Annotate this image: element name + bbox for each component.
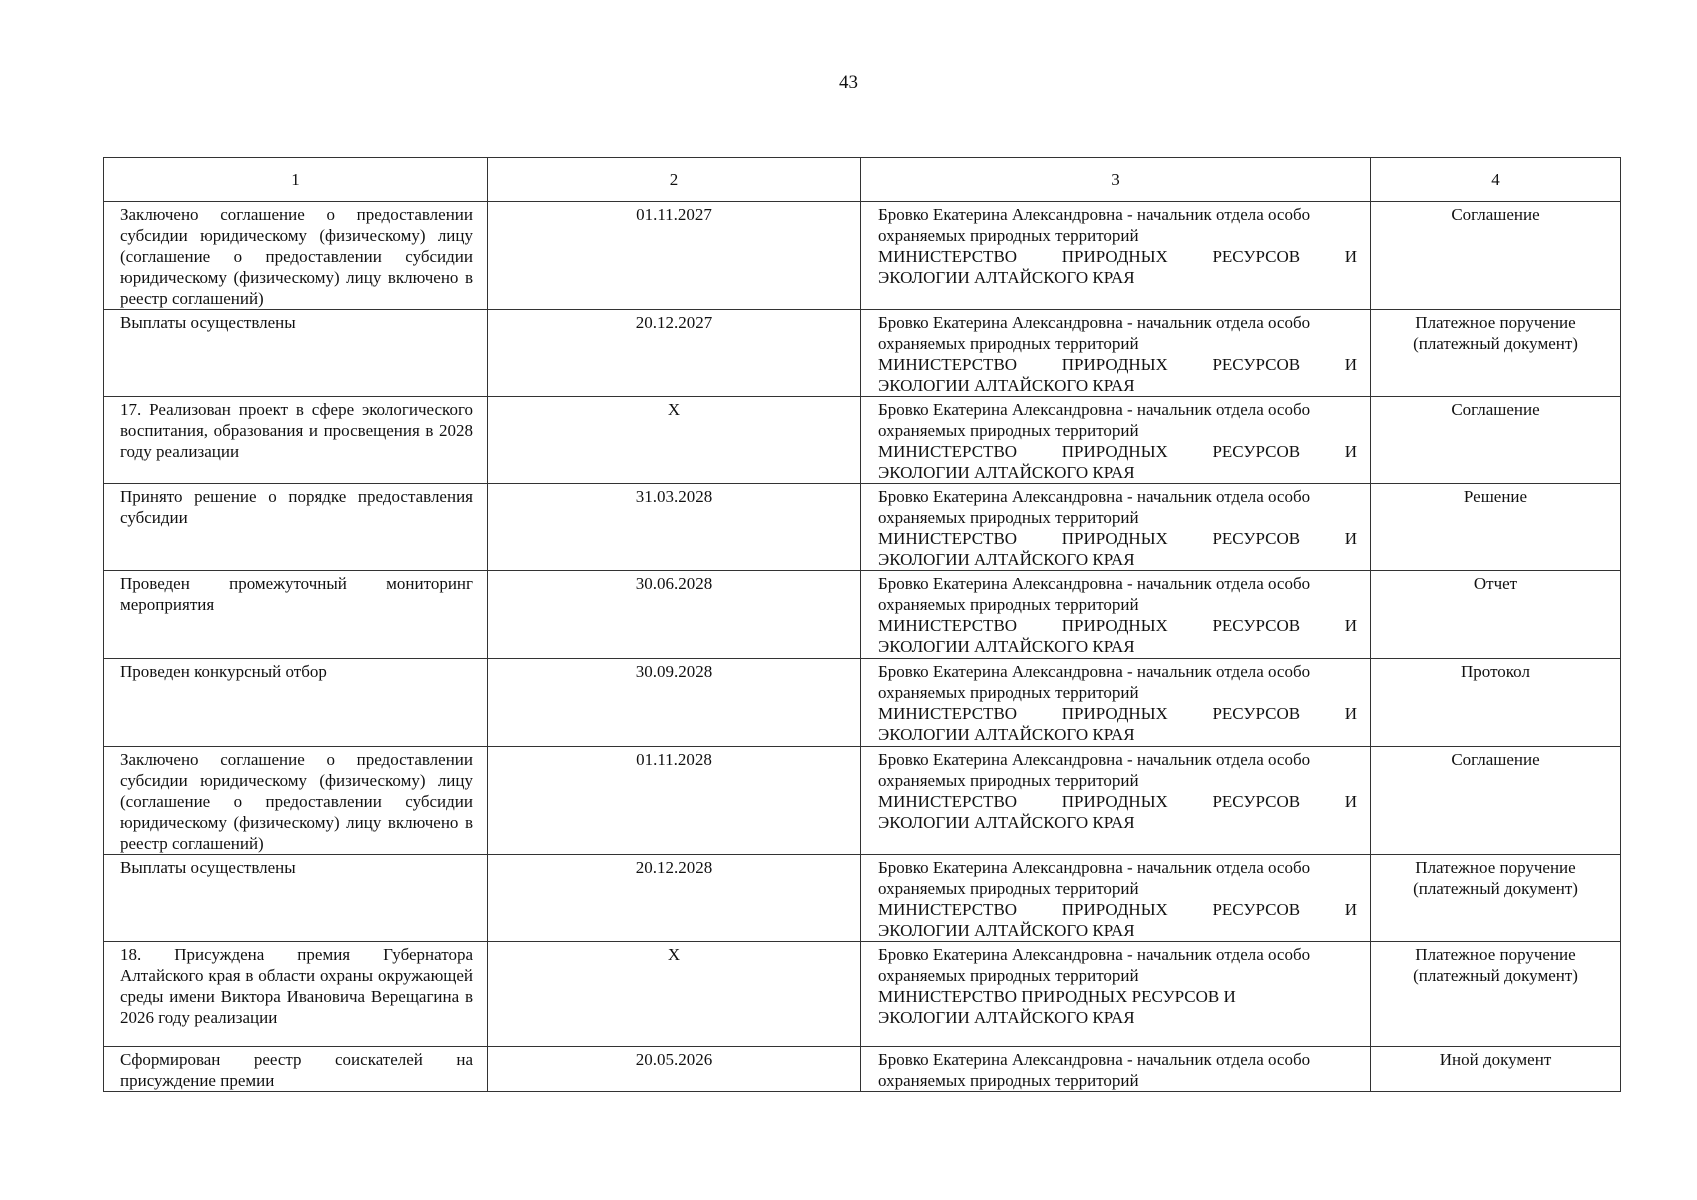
event-cell: Выплаты осуществлены	[104, 310, 488, 397]
date-cell: X	[488, 397, 861, 484]
control-points-table	[103, 157, 1621, 1092]
document-cell: Платежное поручение (платежный документ)	[1371, 310, 1621, 397]
table-row	[104, 571, 1621, 659]
page-number: 43	[839, 72, 858, 93]
ministry-name-line2: ЭКОЛОГИИ АЛТАЙСКОГО КРАЯ	[878, 550, 1135, 569]
event-cell: Проведен промежуточный мониторинг мероприятия	[104, 571, 488, 659]
date-cell: X	[488, 942, 861, 1047]
responsible-person: Бровко Екатерина Александровна - начальник отдела особо охраняемых природных территорий	[878, 574, 1311, 614]
document-cell: Соглашение	[1371, 202, 1621, 310]
event-cell: Принято решение о порядке предоставления субсидии	[104, 484, 488, 571]
table-row	[104, 855, 1621, 942]
column-header-2: 2	[488, 158, 861, 202]
responsible-cell	[861, 397, 1371, 484]
date-cell: 20.12.2027	[488, 310, 861, 397]
responsible-person: Бровко Екатерина Александровна - начальник отдела особо охраняемых природных территорий	[878, 662, 1311, 702]
event-cell: 18. Присуждена премия Губернатора Алтайского края в области охраны окружающей среды имени Виктора Ивановича Верещагина в 2026 году реализации	[104, 942, 488, 1047]
ministry-name-line1: МИНИСТЕРСТВО ПРИРОДНЫХ РЕСУРСОВ И	[878, 987, 1236, 1006]
ministry-name-line1: МИНИСТЕРСТВО ПРИРОДНЫХ РЕСУРСОВ И	[878, 616, 1357, 635]
document-cell: Протокол	[1371, 659, 1621, 747]
document-cell: Иной документ	[1371, 1047, 1621, 1092]
ministry-name-line2: ЭКОЛОГИИ АЛТАЙСКОГО КРАЯ	[878, 921, 1135, 940]
column-header-4: 4	[1371, 158, 1621, 202]
ministry-name-line1: МИНИСТЕРСТВО ПРИРОДНЫХ РЕСУРСОВ И	[878, 442, 1357, 461]
ministry-name-line1: МИНИСТЕРСТВО ПРИРОДНЫХ РЕСУРСОВ И	[878, 247, 1357, 266]
date-cell: 30.06.2028	[488, 571, 861, 659]
document-cell: Платежное поручение (платежный документ)	[1371, 942, 1621, 1047]
document-cell: Отчет	[1371, 571, 1621, 659]
document-cell: Решение	[1371, 484, 1621, 571]
responsible-person: Бровко Екатерина Александровна - начальник отдела особо охраняемых природных территорий	[878, 487, 1311, 527]
event-cell: Заключено соглашение о предоставлении субсидии юридическому (физическому) лицу (соглашение о предоставлении субсидии юридическому (физическому) лицу включено в реестр соглашений)	[104, 202, 488, 310]
event-cell: Сформирован реестр соискателей на присуждение премии	[104, 1047, 488, 1092]
document-cell: Платежное поручение (платежный документ)	[1371, 855, 1621, 942]
date-cell: 01.11.2028	[488, 747, 861, 855]
responsible-person: Бровко Екатерина Александровна - начальник отдела особо охраняемых природных территорий	[878, 1050, 1311, 1090]
table-row	[104, 747, 1621, 855]
ministry-name-line2: ЭКОЛОГИИ АЛТАЙСКОГО КРАЯ	[878, 637, 1135, 656]
responsible-cell	[861, 484, 1371, 571]
event-cell: Выплаты осуществлены	[104, 855, 488, 942]
document-cell: Соглашение	[1371, 397, 1621, 484]
responsible-cell	[861, 571, 1371, 659]
ministry-name-line2: ЭКОЛОГИИ АЛТАЙСКОГО КРАЯ	[878, 725, 1135, 744]
date-cell: 20.12.2028	[488, 855, 861, 942]
table-row	[104, 484, 1621, 571]
event-cell: Заключено соглашение о предоставлении субсидии юридическому (физическому) лицу (соглашение о предоставлении субсидии юридическому (физическому) лицу включено в реестр соглашений)	[104, 747, 488, 855]
responsible-cell	[861, 855, 1371, 942]
ministry-name-line2: ЭКОЛОГИИ АЛТАЙСКОГО КРАЯ	[878, 813, 1135, 832]
table-row	[104, 310, 1621, 397]
table-row	[104, 659, 1621, 747]
ministry-name-line1: МИНИСТЕРСТВО ПРИРОДНЫХ РЕСУРСОВ И	[878, 704, 1357, 723]
ministry-name-line1: МИНИСТЕРСТВО ПРИРОДНЫХ РЕСУРСОВ И	[878, 529, 1357, 548]
table-row	[104, 1047, 1621, 1092]
responsible-person: Бровко Екатерина Александровна - начальник отдела особо охраняемых природных территорий	[878, 400, 1311, 440]
responsible-person: Бровко Екатерина Александровна - начальник отдела особо охраняемых природных территорий	[878, 750, 1311, 790]
responsible-cell	[861, 747, 1371, 855]
responsible-person: Бровко Екатерина Александровна - начальник отдела особо охраняемых природных территорий	[878, 313, 1311, 353]
date-cell: 01.11.2027	[488, 202, 861, 310]
column-header-1: 1	[104, 158, 488, 202]
responsible-cell	[861, 202, 1371, 310]
responsible-cell	[861, 942, 1371, 1047]
ministry-name-line1: МИНИСТЕРСТВО ПРИРОДНЫХ РЕСУРСОВ И	[878, 355, 1357, 374]
table-row	[104, 202, 1621, 310]
responsible-person: Бровко Екатерина Александровна - начальник отдела особо охраняемых природных территорий	[878, 858, 1311, 898]
event-cell: 17. Реализован проект в сфере экологического воспитания, образования и просвещения в 2028 году реализации	[104, 397, 488, 484]
responsible-cell	[861, 310, 1371, 397]
responsible-person: Бровко Екатерина Александровна - начальник отдела особо охраняемых природных территорий	[878, 945, 1311, 985]
ministry-name-line1: МИНИСТЕРСТВО ПРИРОДНЫХ РЕСУРСОВ И	[878, 900, 1357, 919]
responsible-person: Бровко Екатерина Александровна - начальник отдела особо охраняемых природных территорий	[878, 205, 1311, 245]
ministry-name-line1: МИНИСТЕРСТВО ПРИРОДНЫХ РЕСУРСОВ И	[878, 792, 1357, 811]
column-header-3: 3	[861, 158, 1371, 202]
responsible-cell	[861, 659, 1371, 747]
document-cell: Соглашение	[1371, 747, 1621, 855]
ministry-name-line2: ЭКОЛОГИИ АЛТАЙСКОГО КРАЯ	[878, 268, 1135, 287]
date-cell: 31.03.2028	[488, 484, 861, 571]
event-cell: Проведен конкурсный отбор	[104, 659, 488, 747]
table-header-row	[104, 158, 1621, 202]
ministry-name-line2: ЭКОЛОГИИ АЛТАЙСКОГО КРАЯ	[878, 1008, 1135, 1027]
ministry-name-line2: ЭКОЛОГИИ АЛТАЙСКОГО КРАЯ	[878, 376, 1135, 395]
table-row	[104, 397, 1621, 484]
table-row	[104, 942, 1621, 1047]
date-cell: 20.05.2026	[488, 1047, 861, 1092]
responsible-cell	[861, 1047, 1371, 1092]
ministry-name-line2: ЭКОЛОГИИ АЛТАЙСКОГО КРАЯ	[878, 463, 1135, 482]
date-cell: 30.09.2028	[488, 659, 861, 747]
